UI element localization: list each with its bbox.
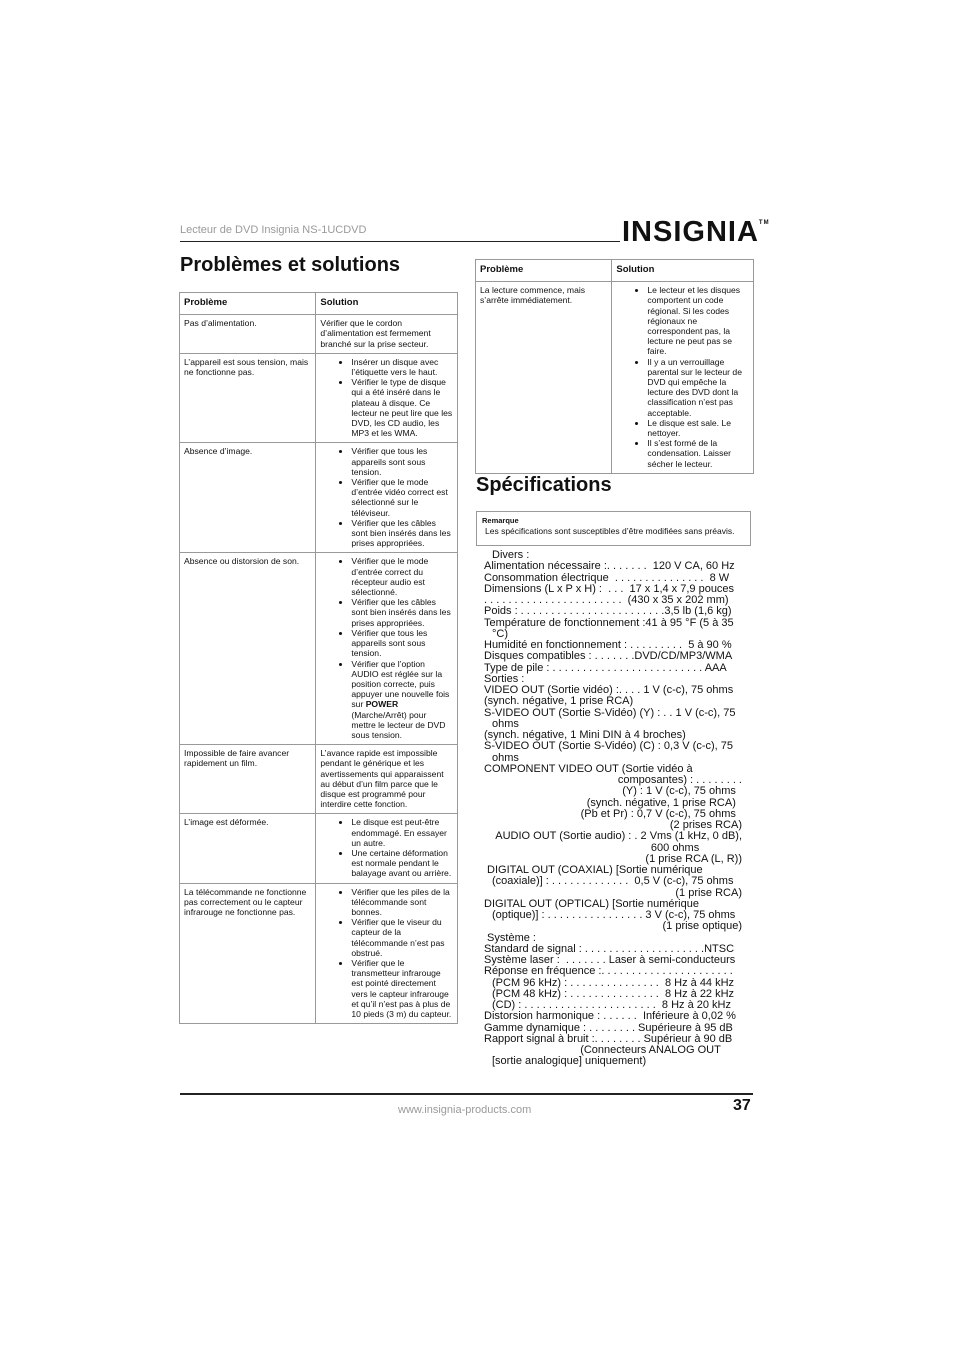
spec-line: Distorsion harmonique : . . . . . . Inférieure à 0,02 %: [484, 1011, 736, 1023]
spec-line: (Connecteurs ANALOG OUT: [580, 1045, 742, 1056]
spec-line: [sortie analogique] uniquement): [492, 1056, 647, 1068]
spec-line: Humidité en fonctionnement : . . . . . . . . . 5 à 90 %: [484, 640, 732, 651]
spec-line: (Y) : 1 V (c-c), 75 ohms: [622, 786, 742, 798]
solution-item: • Il y a un verrouillage parental sur le lecteur de DVD qui empêche la lecture des DVD dont la classification n’est pas acceptable.: [647, 357, 749, 418]
table-row: [180, 553, 458, 745]
spec-line: Standard de signal : . . . . . . . . . . . . . . . . . . . .NTSC: [484, 943, 735, 955]
spec-line: ohms: [492, 718, 519, 730]
solution-cell: [316, 814, 458, 883]
spec-line: (coaxiale)] : . . . . . . . . . . . . . 0,5 V (c-c), 75 ohms: [492, 876, 734, 888]
problem-cell: Pas d’alimentation.: [180, 315, 316, 354]
spec-line: . . . . . . . . . . . . . . . . . . . . . . . (430 x 35 x 202 mm): [484, 595, 729, 606]
spec-line: Système laser : . . . . . . . Laser à semi-conducteurs: [484, 955, 736, 966]
spec-line: °C): [492, 628, 509, 640]
solution-cell: [316, 443, 458, 553]
solution-cell: Vérifier que le cordon d’alimentation est fermement branché sur la prise secteur.: [316, 315, 458, 354]
problem-cell: Impossible de faire avancer rapidement un film.: [180, 745, 316, 814]
solution-item: • Le lecteur et les disques comportent un code régional. Si les codes régionaux ne correspondent pas, la lecture ne peut pas se faire.: [647, 285, 749, 356]
spec-line: Rapport signal à bruit :. . . . . . . . Supérieur à 90 dB: [484, 1033, 733, 1045]
solution-cell: [612, 282, 754, 474]
solution-item: • Il s’est formé de la condensation. Laisser sécher le lecteur.: [647, 438, 749, 469]
spec-line: (synch. négative, 1 prise RCA): [586, 797, 742, 809]
column-header-problem: Problème: [180, 293, 316, 315]
spec-line: VIDEO OUT (Sortie vidéo) :. . . . 1 V (c-c), 75 ohms: [484, 685, 734, 696]
spec-line: (Pb et Pr) : 0,7 V (c-c), 75 ohms: [580, 808, 742, 820]
insignia-logo: [622, 216, 770, 249]
solution-item: • Le disque est peut-être endommagé. En essayer un autre.: [351, 817, 453, 848]
solution-item: • Vérifier que les câbles sont bien insérés dans les prises appropriées.: [351, 597, 453, 628]
logo-text: INSIGNIA: [622, 216, 759, 248]
spec-line: (CD) : . . . . . . . . . . . . . . . . . . . . . . 8 Hz à 20 kHz: [492, 1000, 731, 1011]
spec-line: Type de pile : . . . . . . . . . . . . . . . . . . . . . . . . . AAA: [484, 662, 727, 674]
spec-line: Divers :: [492, 550, 530, 561]
table-row: [180, 315, 458, 354]
spec-line: S-VIDEO OUT (Sortie S-Vidéo) (C) : 0,3 V (c-c), 75: [484, 741, 733, 753]
footer-url: www.insignia-products.com: [398, 1104, 532, 1116]
solution-list: [320, 817, 453, 878]
note-box: [476, 511, 751, 546]
spec-line: Sorties :: [484, 673, 525, 685]
spec-line: Gamme dynamique : . . . . . . . . Supérieure à 95 dB: [484, 1022, 733, 1034]
spec-line: (1 prise RCA): [675, 887, 742, 899]
spec-line: Dimensions (L x P x H) : . . . 17 x 1,4 x 7,9 pouces: [484, 583, 735, 595]
spec-line: Système :: [484, 932, 536, 944]
page-number: 37: [733, 1097, 751, 1114]
spec-line: Consommation électrique . . . . . . . . . . . . . . . 8 W: [484, 572, 730, 584]
solution-text-part: (Marche/Arrêt) pour mettre le lecteur de DVD sous tension.: [351, 709, 446, 740]
spec-line: S-VIDEO OUT (Sortie S-Vidéo) (Y) : . . 1 V (c-c), 75: [484, 707, 736, 719]
spec-line: 600 ohms: [650, 842, 742, 854]
table-row: [180, 883, 458, 1024]
troubleshooting-table-right: [475, 259, 754, 474]
problem-cell: L’appareil est sous tension, mais ne fonctionne pas.: [180, 353, 316, 443]
table-row: [180, 353, 458, 443]
solution-text-part: Vérifier que l’option AUDIO est réglée sur la position correcte, puis appuyer une nouvelle fois sur: [351, 658, 450, 710]
solution-item: • Vérifier que le transmetteur infrarouge est pointé directement vers le capteur infrarouge et qu’il n’est pas à plus de 10 pieds (3 m) du capteur.: [351, 958, 453, 1019]
problems-heading: Problèmes et solutions: [180, 254, 401, 276]
problem-cell: L’image est déformée.: [180, 814, 316, 883]
column-header-problem: Problème: [476, 260, 612, 282]
spec-line: ohms: [492, 752, 519, 764]
solution-list: [320, 446, 453, 548]
footer-rule: [180, 1093, 753, 1095]
spec-line: (PCM 96 kHz) : . . . . . . . . . . . . . . . 8 Hz à 44 kHz: [492, 977, 735, 989]
column-header-solution: Solution: [612, 260, 754, 282]
solution-item: • Le disque est sale. Le nettoyer.: [647, 418, 749, 438]
problem-cell: La lecture commence, mais s’arrête immédiatement.: [476, 282, 612, 474]
solution-item: • Insérer un disque avec l’étiquette vers le haut.: [351, 357, 453, 377]
document-title: Lecteur de DVD Insignia NS-1UCDVD: [180, 224, 367, 236]
note-text: Les spécifications sont susceptibles d’être modifiées sans préavis.: [485, 526, 735, 536]
spec-line: (synch. négative, 1 prise RCA): [484, 696, 634, 708]
spec-line: composantes) : . . . . . . . .: [617, 775, 742, 786]
solution-item: • Vérifier que les câbles sont bien insérés dans les prises appropriées.: [351, 518, 453, 549]
solution-item: • Une certaine déformation est normale pendant le balayage avant ou arrière.: [351, 848, 453, 879]
specifications-list: [484, 550, 742, 1068]
solution-cell: L’avance rapide est impossible pendant le générique et les avertissements qui apparaissent au début d’un film parce que le disque est programmé pour interdire cette fonction.: [316, 745, 458, 814]
specifications-heading: Spécifications: [476, 474, 612, 496]
solution-item: [351, 659, 453, 741]
spec-line: Température de fonctionnement :41 à 95 °F (5 à 35: [484, 617, 734, 629]
spec-line: DIGITAL OUT (COAXIAL) [Sortie numérique: [484, 865, 703, 876]
power-key-label: POWER: [365, 699, 399, 710]
spec-line: AUDIO OUT (Sortie audio) : . 2 Vms (1 kHz, 0 dB),: [492, 831, 742, 843]
solution-item: • Vérifier que tous les appareils sont sous tension.: [351, 628, 453, 659]
spec-line: Alimentation nécessaire :. . . . . . . 120 V CA, 60 Hz: [484, 561, 735, 573]
spec-line: DIGITAL OUT (OPTICAL) [Sortie numérique: [484, 898, 699, 910]
solution-cell: [316, 353, 458, 443]
table-row: [180, 443, 458, 553]
troubleshooting-table-left: [179, 292, 458, 1024]
solution-list: [320, 887, 453, 1020]
spec-line: Réponse en fréquence :. . . . . . . . . . . . . . . . . . . . . .: [484, 966, 733, 978]
solution-list: [616, 285, 749, 469]
spec-line: (2 prises RCA): [669, 820, 742, 831]
spec-line: (synch. négative, 1 Mini DIN à 4 broches): [484, 730, 686, 741]
solution-item: • Vérifier le type de disque qui a été inséré dans le plateau à disque. Ce lecteur ne peut lire que les DVD, les CD audio, les MP3 et les WMA.: [351, 377, 453, 438]
problem-cell: Absence d’image.: [180, 443, 316, 553]
problem-cell: Absence ou distorsion de son.: [180, 553, 316, 745]
solution-item: • Vérifier que tous les appareils sont sous tension.: [351, 446, 453, 477]
spec-line: Poids : . . . . . . . . . . . . . . . . . . . . . . . .3,5 lb (1,6 kg): [484, 606, 732, 618]
spec-line: Disques compatibles : . . . . . . .DVD/CD/MP3/WMA: [484, 651, 733, 663]
problem-cell: La télécommande ne fonctionne pas correctement ou le capteur infrarouge ne fonctionne pas.: [180, 883, 316, 1024]
spec-line: (optique)] : . . . . . . . . . . . . . . . . 3 V (c-c), 75 ohms: [492, 910, 736, 921]
column-header-solution: Solution: [316, 293, 458, 315]
logo-trademark: TM: [758, 220, 770, 226]
note-title: Remarque: [482, 516, 519, 525]
spec-line: (PCM 48 kHz) : . . . . . . . . . . . . . . . 8 Hz à 22 kHz: [492, 988, 735, 1000]
spec-line: (1 prise optique): [662, 921, 742, 933]
solution-item: • Vérifier que les piles de la télécommande sont bonnes.: [351, 887, 453, 918]
solution-list: [320, 556, 453, 740]
table-row: [180, 745, 458, 814]
table-row: [180, 814, 458, 883]
spec-line: COMPONENT VIDEO OUT (Sortie vidéo à: [484, 763, 693, 775]
table-row: [476, 282, 754, 474]
header-rule: [180, 241, 620, 242]
spec-line: (1 prise RCA (L, R)): [645, 853, 742, 865]
solution-cell: [316, 883, 458, 1024]
solution-item: • Vérifier que le mode d’entrée correct du récepteur audio est sélectionné.: [351, 556, 453, 597]
solution-cell: [316, 553, 458, 745]
solution-item: • Vérifier que le viseur du capteur de la télécommande n’est pas obstrué.: [351, 917, 453, 958]
solution-item: • Vérifier que le mode d’entrée vidéo correct est sélectionné sur le téléviseur.: [351, 477, 453, 518]
solution-list: [320, 357, 453, 439]
